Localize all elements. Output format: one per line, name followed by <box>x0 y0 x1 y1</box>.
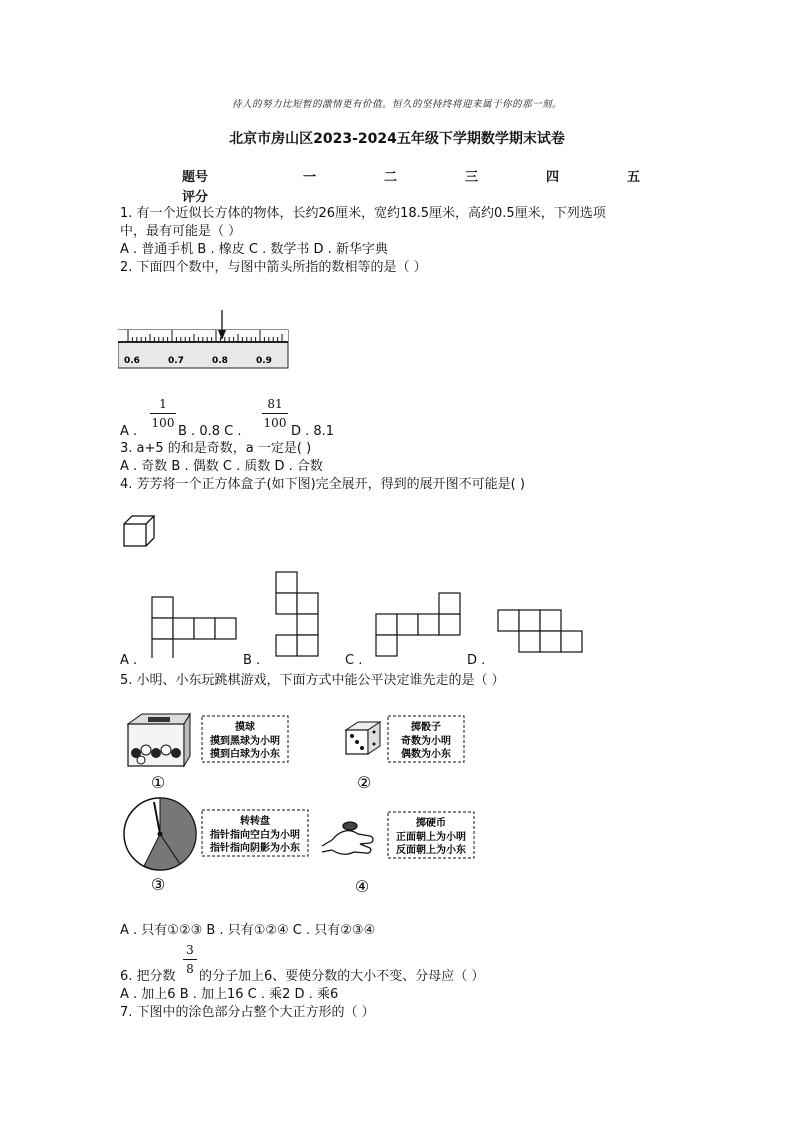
score-table-label-number: 题号 <box>182 170 209 185</box>
q1-line1: 1. 有一个近似长方体的物体，长约26厘米，宽约18.5厘米，高约0.5厘米，下列选项 <box>120 206 606 221</box>
q1-options: A . 普通手机 B . 橡皮 C . 数学书 D . 新华字典 <box>120 242 388 257</box>
q4-option-b: B . <box>243 653 261 668</box>
score-col-4: 四 <box>546 170 560 185</box>
q4-stem: 4. 芳芳将一个正方体盒子(如下图)完全展开，得到的展开图不可能是( ) <box>120 477 525 492</box>
ruler-label-2: 0.8 <box>212 356 228 366</box>
score-col-3: 三 <box>465 170 479 185</box>
dice-icon <box>346 722 380 754</box>
q3-stem: 3. a+5 的和是奇数，a 一定是( ) <box>120 441 312 456</box>
panel3-mark: ③ <box>150 875 166 894</box>
panel3-title: 转转盘 <box>240 816 270 827</box>
ruler-label-1: 0.7 <box>168 356 184 366</box>
q7-stem: 7. 下图中的涂色部分占整个大正方形的（ ） <box>120 1005 375 1020</box>
panel1-title: 摸球 <box>235 722 255 733</box>
net-d <box>498 610 582 652</box>
q5-game-figure <box>118 706 480 902</box>
q2-option-d: D . 8.1 <box>291 424 335 439</box>
fraction-numerator: 3 <box>186 943 194 957</box>
q5-stem: 5. 小明、小东玩跳棋游戏，下面方式中能公平决定谁先走的是（ ） <box>120 673 505 688</box>
panel1-line1: 摸到黑球为小明 <box>210 736 280 747</box>
panel2-mark: ② <box>356 773 372 792</box>
fraction-numerator: 81 <box>267 397 283 411</box>
fraction-denominator: 100 <box>151 416 175 430</box>
q2-stem: 2. 下面四个数中，与图中箭头所指的数相等的是（ ） <box>120 260 427 275</box>
panel2-line1: 奇数为小明 <box>401 736 451 747</box>
fraction-denominator: 100 <box>263 416 287 430</box>
ruler-label-0: 0.6 <box>124 356 140 366</box>
q4-option-d: D . <box>467 653 486 668</box>
q2-fraction-a <box>150 396 176 431</box>
q3-options: A . 奇数 B . 偶数 C . 质数 D . 合数 <box>120 459 323 474</box>
q6-fraction <box>183 942 197 977</box>
panel4-title: 掷硬币 <box>416 818 446 829</box>
panel2-line2: 偶数为小东 <box>401 749 451 760</box>
score-col-1: 一 <box>303 170 317 185</box>
panel3-line1: 指针指向空白为小明 <box>210 830 300 841</box>
page-title: 北京市房山区2023-2024五年级下学期数学期末试卷 <box>229 131 565 147</box>
panel3-line2: 指针指向阴影为小东 <box>210 843 300 854</box>
net-a <box>152 597 236 658</box>
q2-option-b-c: B . 0.8 C . <box>178 424 242 439</box>
motto-text: 待人的努力比短暂的激情更有价值。恒久的坚持终将迎来属于你的那一刻。 <box>231 99 562 110</box>
q2-fraction-c <box>262 396 288 431</box>
ball-box-icon <box>128 714 190 766</box>
panel1-line2: 摸到白球为小东 <box>210 749 280 760</box>
q2-option-a: A . <box>120 424 138 439</box>
fraction-denominator: 8 <box>186 962 194 976</box>
panel4-line1: 正面朝上为小明 <box>396 832 466 843</box>
q5-options: A . 只有①②③ B . 只有①②④ C . 只有②③④ <box>120 923 376 938</box>
cube-figure <box>120 512 160 552</box>
net-c <box>376 593 460 656</box>
score-table-label-score: 评分 <box>182 190 209 205</box>
score-col-2: 二 <box>384 170 398 185</box>
net-b <box>276 572 318 656</box>
ruler-label-3: 0.9 <box>256 356 272 366</box>
panel4-line2: 反面朝上为小东 <box>396 845 466 856</box>
q4-option-c: C . <box>345 653 363 668</box>
fraction-numerator: 1 <box>159 397 167 411</box>
q1-line2: 中，最有可能是（ ） <box>120 224 242 239</box>
panel1-mark: ① <box>150 773 166 792</box>
coin-hand-icon <box>322 822 373 854</box>
panel2-title: 掷骰子 <box>411 722 441 733</box>
spinner-icon <box>124 798 196 870</box>
cube-nets-figure <box>148 568 588 658</box>
score-col-5: 五 <box>627 170 641 185</box>
q2-ruler-figure <box>118 310 290 372</box>
q6-prefix: 6. 把分数 <box>120 969 176 984</box>
q6-options: A . 加上6 B . 加上16 C . 乘2 D . 乘6 <box>120 987 339 1002</box>
panel4-mark: ④ <box>354 877 370 896</box>
q4-option-a: A . <box>120 653 138 668</box>
q6-suffix: 的分子加上6、要使分数的大小不变、分母应（ ） <box>199 969 485 984</box>
